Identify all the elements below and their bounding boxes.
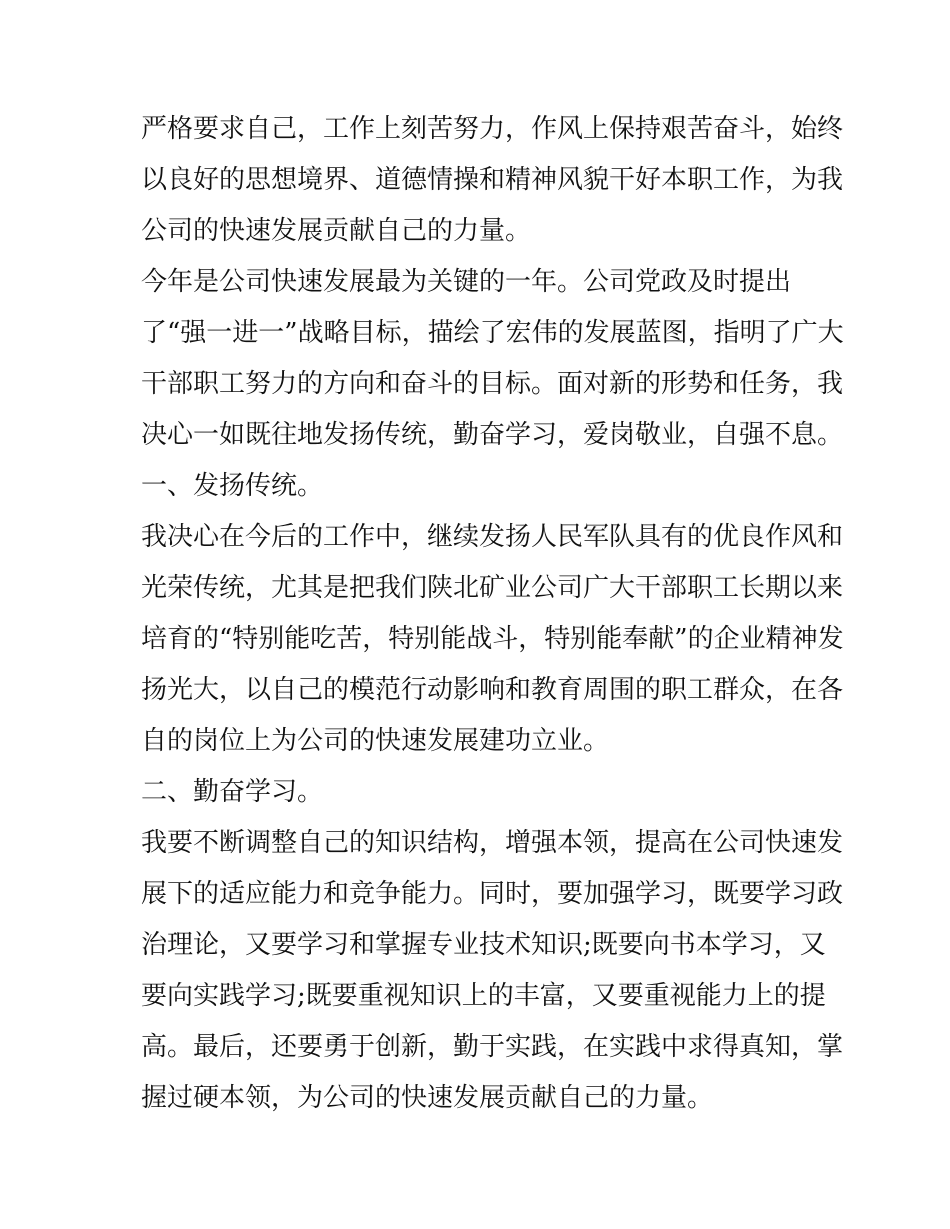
text-line: 决心一如既往地发扬传统，勤奋学习，爱岗敬业，自强不息。 [141,420,844,450]
text-line: 高。最后，还要勇于创新，勤于实践，在实践中求得真知，掌 [141,1032,844,1062]
text-line: 以良好的思想境界、道德情操和精神风貌干好本职工作，为我 [141,165,844,195]
text-line: 了“强一进一”战略目标，描绘了宏伟的发展蓝图，指明了广大 [141,318,844,348]
text-line: 培育的“特别能吃苦，特别能战斗，特别能奉献”的企业精神发 [141,624,844,654]
text-line: 展下的适应能力和竞争能力。同时，要加强学习，既要学习政 [141,879,844,909]
text-line: 握过硬本领，为公司的快速发展贡献自己的力量。 [141,1083,714,1113]
text-line: 光荣传统，尤其是把我们陕北矿业公司广大干部职工长期以来 [141,573,844,603]
text-line: 我要不断调整自己的知识结构，增强本领，提高在公司快速发 [141,828,844,858]
text-line: 治理论，又要学习和掌握专业技术知识;既要向书本学习，又 [141,930,826,960]
text-line: 扬光大，以自己的模范行动影响和教育周围的职工群众，在各 [141,675,844,705]
text-line: 公司的快速发展贡献自己的力量。 [141,216,532,246]
text-line: 严格要求自己，工作上刻苦努力，作风上保持艰苦奋斗，始终 [141,114,844,144]
text-line: 今年是公司快速发展最为关键的一年。公司党政及时提出 [141,267,792,297]
text-line: 自的岗位上为公司的快速发展建功立业。 [141,726,610,756]
text-line: 干部职工努力的方向和奋斗的目标。面对新的形势和任务，我 [141,369,844,399]
section-heading: 二、勤奋学习。 [141,777,324,807]
text-line: 我决心在今后的工作中，继续发扬人民军队具有的优良作风和 [141,522,844,552]
document-body [141,104,844,1124]
section-heading: 一、发扬传统。 [141,471,324,501]
text-line: 要向实践学习;既要重视知识上的丰富，又要重视能力上的提 [141,981,826,1011]
